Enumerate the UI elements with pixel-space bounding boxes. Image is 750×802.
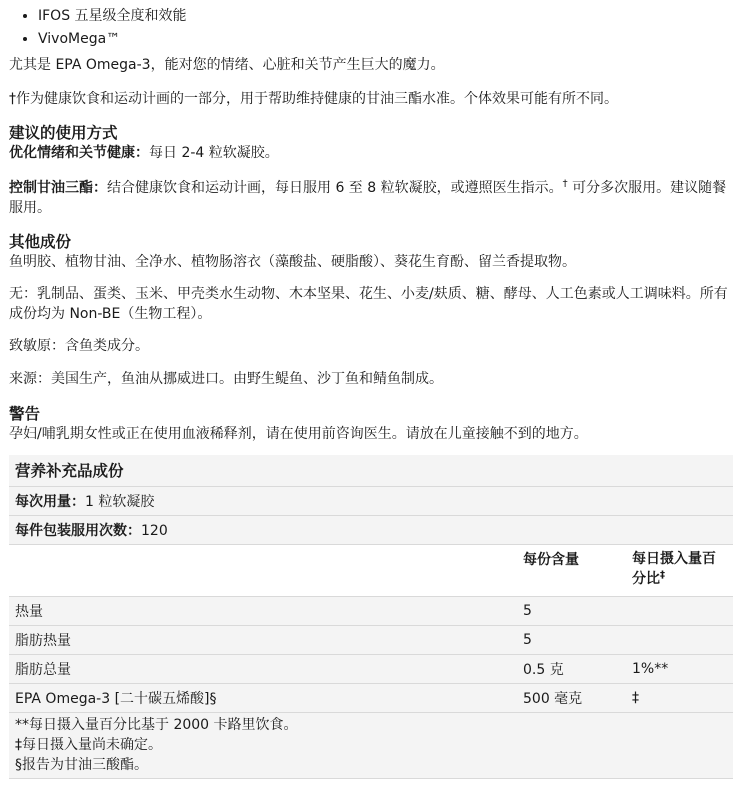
free-from-text: 无：乳制品、蛋类、玉米、甲壳类水生动物、木本坚果、花生、小麦/麸质、糖、酵母、人工色素或人工调味料。所有成份均为 Non-BE（生物工程）。 (9, 286, 728, 322)
nutrient-amount: 500 毫克 (523, 690, 583, 707)
usage-tg-mark: † (562, 178, 568, 190)
allergen-text: 致敏原：含鱼类成分。 (9, 338, 149, 354)
usage-mood-text: 每日 2-4 粒软凝胶。 (149, 145, 279, 161)
servings-value: 120 (141, 522, 168, 539)
table-row (9, 654, 733, 683)
source-text: 来源：美国生产，鱼油从挪威进口。由野生鳀鱼、沙丁鱼和鲭鱼制成。 (9, 371, 443, 387)
header-spacer (9, 544, 517, 596)
usage-mood-label: 优化情绪和关节健康： (9, 145, 149, 161)
table-row (9, 625, 733, 654)
nutrient-amount: 5 (523, 602, 532, 619)
footnotes-row (9, 712, 733, 778)
nutrient-dv (626, 596, 733, 625)
usage-tg-text-b: 可分多次服用。建议随餐服用。 (9, 180, 727, 216)
nutrient-name: 脂肪总量 (15, 661, 71, 678)
feature-list (0, 6, 187, 52)
supplement-title: 营养补充品成份 (15, 462, 124, 481)
usage-tg-label: 控制甘油三酯： (9, 180, 107, 196)
nutrient-amount: 0.5 克 (523, 661, 564, 678)
other-heading: 其他成份 (9, 233, 72, 251)
serving-size-label: 每次用量： (15, 493, 85, 510)
supplement-facts-table (9, 455, 733, 779)
serving-size-value: 1 粒软凝胶 (85, 493, 155, 510)
servings-per-container-row (9, 515, 733, 544)
table-row (9, 596, 733, 625)
footnote: §报告为甘油三酸酯。 (15, 757, 148, 773)
nutrient-name: EPA Omega-3 [二十碳五烯酸]§ (15, 690, 217, 707)
feature-item: • VivoMega™ (38, 29, 187, 52)
serving-size-row (9, 486, 733, 515)
footnote: ‡每日摄入量尚未确定。 (15, 737, 162, 753)
table-row (9, 683, 733, 712)
usage-tg-text-a: 结合健康饮食和运动计画，每日服用 6 至 8 粒软凝胶，或遵照医生指示。 (107, 180, 563, 196)
disclaimer-text: †作为健康饮食和运动计画的一部分，用于帮助维持健康的甘油三酯水准。个体效果可能有所不同。 (9, 91, 618, 107)
usage-heading: 建议的使用方式 (9, 124, 118, 142)
footnote: **每日摄入量百分比基于 2000 卡路里饮食。 (15, 717, 298, 733)
nutrient-dv (626, 625, 733, 654)
usage-mood (9, 142, 279, 162)
other-ingredients: 鱼明胶、植物甘油、全净水、植物肠溶衣（藻酸盐、硬脂酸）、葵花生育酚、留兰香提取物。 (9, 254, 576, 270)
nutrient-dv: 1%** (632, 660, 669, 677)
servings-per-container (9, 515, 733, 544)
servings-label: 每件包装服用次数： (15, 522, 141, 539)
nutrient-amount: 5 (523, 631, 532, 648)
nutrient-name: 脂肪热量 (15, 632, 71, 649)
usage-triglyceride (9, 178, 737, 218)
daily-value-header: 每日摄入量百分比‡ (632, 550, 716, 587)
nutrient-name: 热量 (15, 603, 43, 620)
nutrient-dv: ‡ (632, 689, 639, 706)
supplement-title-row (9, 455, 733, 486)
warning-text: 孕妇/哺乳期女性或正在使用血液稀释剂，请在使用前咨询医生。请放在儿童接触不到的地方。 (9, 426, 588, 442)
column-header-row (9, 544, 733, 596)
feature-item: • IFOS 五星级全度和效能 (38, 6, 187, 29)
footnotes (9, 712, 733, 778)
serving-size (9, 486, 733, 515)
amount-per-serving-header: 每份含量 (523, 551, 579, 568)
warning-heading: 警告 (9, 405, 41, 423)
intro-text: 尤其是 EPA Omega-3，能对您的情绪、心脏和关节产生巨大的魔力。 (9, 57, 445, 73)
